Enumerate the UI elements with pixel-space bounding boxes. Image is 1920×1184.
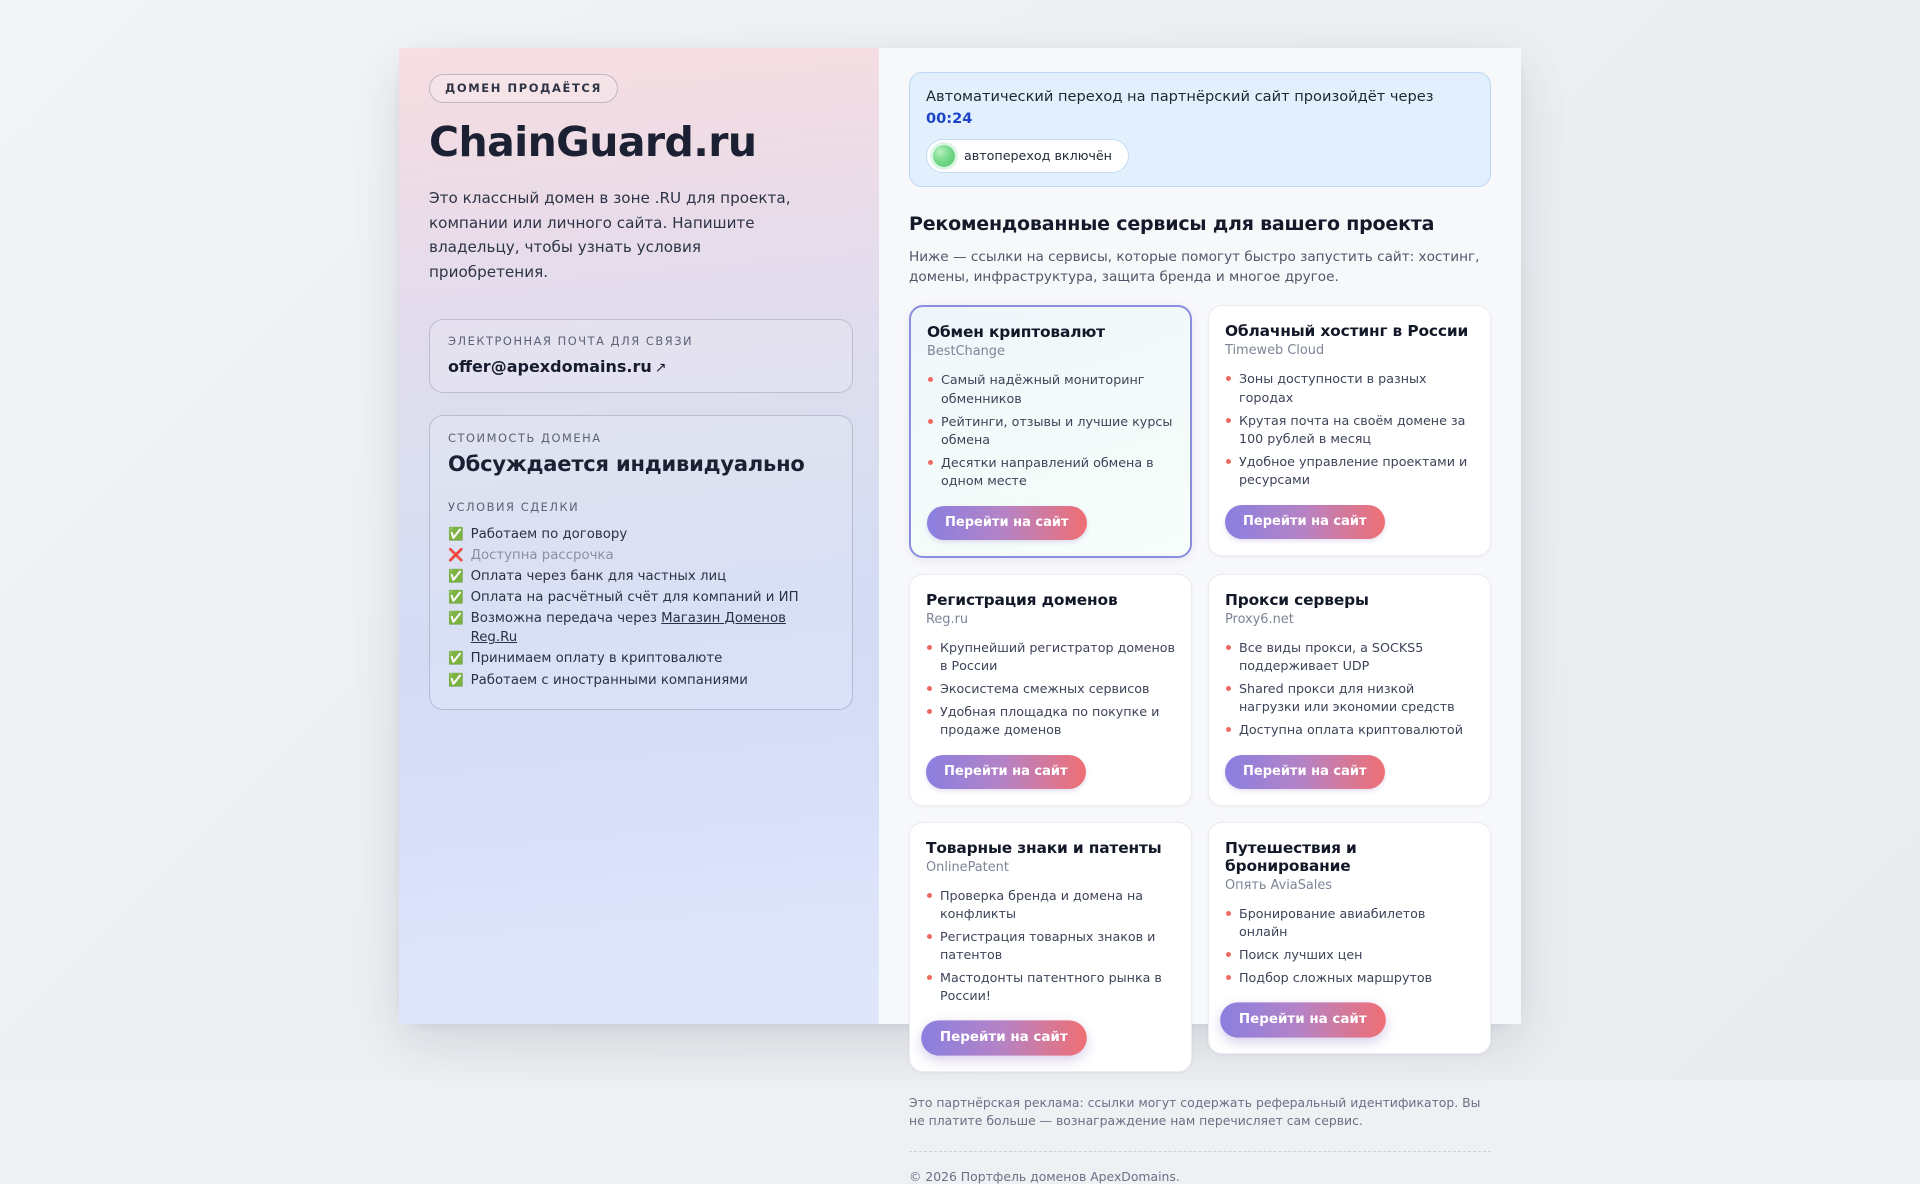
service-card-feature: Мастодонты патентного рынка в России!: [926, 969, 1175, 1005]
price-value: Обсуждается индивидуально: [448, 451, 805, 476]
check-icon: ✅: [448, 671, 464, 687]
partner-services-panel: [879, 48, 1521, 1184]
service-card-feature-list: [927, 371, 1174, 489]
cross-icon: ❌: [448, 546, 464, 562]
service-card: [909, 822, 1192, 1072]
service-card-feature: Рейтинги, отзывы и лучшие курсы обмена: [927, 413, 1174, 449]
service-card-feature: Десятки направлений обмена в одном месте: [927, 454, 1174, 490]
deal-term-text: Оплата через банк для частных лиц: [470, 568, 727, 584]
service-card-brand: Proxy6.net: [1225, 611, 1294, 627]
service-card-feature: Удобное управление проектами и ресурсами: [1225, 453, 1474, 489]
domain-description: Это классный домен в зоне .RU для проекта, компании или личного сайта. Напишите владельцу, чтобы узнать условия приобретения.: [429, 189, 791, 281]
deal-terms-list: [448, 524, 834, 691]
go-to-site-button[interactable]: Перейти на сайт: [1220, 1002, 1385, 1037]
service-card-feature: Поиск лучших цен: [1225, 946, 1474, 964]
deal-term-text: Работаем с иностранными компаниями: [470, 672, 748, 688]
deal-term-item: [448, 587, 834, 608]
service-card-feature: Крупнейший регистратор доменов в России: [926, 639, 1175, 675]
service-card-title: Облачный хостинг в России: [1225, 322, 1469, 341]
service-card-feature: Экосистема смежных сервисов: [926, 680, 1175, 698]
price-box: [429, 415, 853, 710]
deal-term-item: [448, 670, 834, 691]
service-card: [1208, 822, 1491, 1054]
auto-redirect-toggle[interactable]: [926, 139, 1129, 173]
countdown-timer: 00:24: [926, 109, 973, 127]
service-card-feature: Бронирование авиабилетов онлайн: [1225, 905, 1474, 941]
deal-term-item: [448, 608, 834, 648]
page-shell: [399, 48, 1521, 1184]
service-card-feature: Shared прокси для низкой нагрузки или экономии средств: [1225, 680, 1474, 716]
footer-divider: [909, 1151, 1491, 1152]
check-icon: ✅: [448, 588, 464, 604]
service-card-feature: Зоны доступности в разных городах: [1225, 370, 1474, 406]
deal-term-item: [448, 566, 834, 587]
service-card-feature: Регистрация товарных знаков и патентов: [926, 928, 1175, 964]
service-card-brand: OnlinePatent: [926, 859, 1009, 875]
service-card-grid: [909, 305, 1491, 1072]
service-card-title: Обмен криптовалют: [927, 323, 1105, 342]
go-to-site-button[interactable]: Перейти на сайт: [927, 506, 1087, 540]
service-card-feature-list: [1225, 370, 1474, 488]
service-card-brand: BestChange: [927, 344, 1005, 360]
service-card-brand: Timeweb Cloud: [1225, 343, 1325, 359]
domain-info-panel: [399, 48, 879, 1024]
deal-term-item: [448, 545, 834, 566]
deal-term-text: Возможна передача через Магазин Доменов Reg.Ru: [470, 611, 786, 646]
service-card-title: Прокси серверы: [1225, 590, 1369, 609]
status-dot-icon: [933, 145, 955, 167]
auto-redirect-toggle-label: автопереход включён: [964, 148, 1112, 164]
go-to-site-button[interactable]: Перейти на сайт: [1225, 755, 1385, 789]
price-label: СТОИМОСТЬ ДОМЕНА: [448, 430, 602, 445]
section-subtitle: Ниже — ссылки на сервисы, которые помогут быстро запустить сайт: хостинг, домены, инфраструктура, защита бренда и многое другое.: [909, 248, 1480, 286]
go-to-site-button[interactable]: Перейти на сайт: [1225, 505, 1385, 539]
service-card-feature-list: [926, 887, 1175, 1005]
auto-redirect-text: Автоматический переход на партнёрский сайт произойдёт через: [926, 88, 1434, 105]
copyright-text: © 2026 Портфель доменов ApexDomains.: [909, 1168, 1180, 1184]
service-card-feature: Все виды прокси, а SOCKS5 поддерживает UDP: [1225, 639, 1474, 675]
check-icon: ✅: [448, 610, 464, 626]
service-card-feature: Проверка бренда и домена на конфликты: [926, 887, 1175, 923]
service-card-feature-list: [1225, 639, 1474, 739]
go-to-site-button[interactable]: Перейти на сайт: [921, 1020, 1086, 1055]
deal-term-item: [448, 648, 834, 669]
contact-email-text: offer@apexdomains.ru: [448, 356, 652, 376]
service-card-brand: Reg.ru: [926, 611, 969, 627]
contact-email-box: [429, 319, 853, 393]
service-card-title: Товарные знаки и патенты: [926, 838, 1162, 857]
deal-term-text: Оплата на расчётный счёт для компаний и ИП: [470, 589, 799, 605]
service-card: [1208, 574, 1491, 806]
check-icon: ✅: [448, 650, 464, 666]
status-badge: ДОМЕН ПРОДАЁТСЯ: [429, 74, 618, 103]
check-icon: ✅: [448, 525, 464, 541]
affiliate-disclaimer: Это партнёрская реклама: ссылки могут содержать реферальный идентификатор. Вы не платите больше — вознаграждение нам перечисляет сам сервис.: [909, 1095, 1481, 1129]
deal-terms-label: УСЛОВИЯ СДЕЛКИ: [448, 499, 580, 514]
service-card-feature: Удобная площадка по покупке и продаже доменов: [926, 703, 1175, 739]
external-link-arrow-icon: ↗: [654, 359, 667, 376]
service-card: [909, 574, 1192, 806]
page-title: ChainGuard.ru: [429, 118, 757, 166]
service-card-feature: Доступна оплата криптовалютой: [1225, 721, 1474, 739]
deal-term-text: Доступна рассрочка: [470, 547, 614, 563]
deal-term-text: Работаем по договору: [470, 526, 628, 542]
service-card-feature: Самый надёжный мониторинг обменников: [927, 371, 1174, 407]
service-card-title: Путешествия и бронирование: [1225, 838, 1357, 875]
section-title: Рекомендованные сервисы для вашего проекта: [909, 212, 1435, 235]
service-card: [1208, 305, 1491, 555]
check-icon: ✅: [448, 567, 464, 583]
service-card-title: Регистрация доменов: [926, 590, 1118, 609]
deal-term-text: Принимаем оплату в криптовалюте: [470, 651, 723, 667]
service-card-feature-list: [1225, 905, 1474, 987]
deal-term-item: [448, 524, 834, 545]
service-card: [909, 305, 1192, 557]
contact-email-link[interactable]: [448, 357, 667, 376]
service-card-feature: Подбор сложных маршрутов: [1225, 969, 1474, 987]
contact-email-label: ЭЛЕКТРОННАЯ ПОЧТА ДЛЯ СВЯЗИ: [448, 333, 694, 348]
service-card-brand: Опять AviaSales: [1225, 877, 1333, 893]
go-to-site-button[interactable]: Перейти на сайт: [926, 755, 1086, 789]
reg-ru-shop-link[interactable]: Магазин Доменов Reg.Ru: [470, 611, 786, 646]
service-card-feature-list: [926, 639, 1175, 739]
auto-redirect-notice: [909, 72, 1491, 187]
service-card-feature: Крутая почта на своём домене за 100 рублей в месяц: [1225, 412, 1474, 448]
